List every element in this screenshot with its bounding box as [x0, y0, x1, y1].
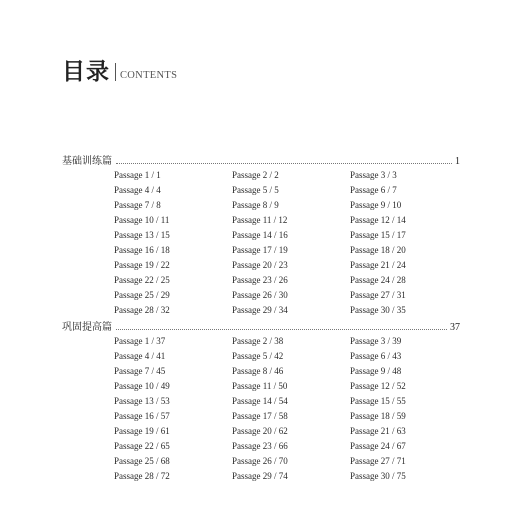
toc-entry[interactable]: Passage 11 / 50 [232, 381, 288, 391]
toc-entry[interactable]: Passage 4 / 41 [114, 351, 166, 361]
toc-entry[interactable]: Passage 2 / 38 [232, 336, 284, 346]
toc-entry[interactable]: Passage 2 / 2 [232, 170, 279, 180]
toc-section-basic [62, 152, 460, 318]
toc-entry[interactable]: Passage 15 / 55 [350, 396, 406, 406]
toc-entry[interactable]: Passage 11 / 12 [232, 215, 288, 225]
leader-dots [116, 329, 447, 330]
toc-entry[interactable]: Passage 16 / 18 [114, 245, 170, 255]
page-subtitle: CONTENTS [120, 70, 178, 81]
toc-entry[interactable]: Passage 30 / 35 [350, 305, 406, 315]
toc-entry[interactable]: Passage 25 / 29 [114, 290, 170, 300]
toc-entry[interactable]: Passage 21 / 63 [350, 426, 406, 436]
toc-entry[interactable]: Passage 8 / 9 [232, 200, 279, 210]
toc-entry[interactable]: Passage 13 / 15 [114, 230, 170, 240]
toc-entry[interactable]: Passage 12 / 14 [350, 215, 406, 225]
toc-entry[interactable]: Passage 14 / 54 [232, 396, 288, 406]
toc-entry[interactable]: Passage 23 / 26 [232, 275, 288, 285]
toc-entry[interactable]: Passage 28 / 72 [114, 471, 170, 481]
toc-entry[interactable]: Passage 27 / 31 [350, 290, 406, 300]
toc-entry[interactable]: Passage 30 / 75 [350, 471, 406, 481]
section-page-number: 1 [455, 156, 460, 167]
toc-entry[interactable]: Passage 19 / 22 [114, 260, 170, 270]
toc-entry[interactable]: Passage 25 / 68 [114, 456, 170, 466]
toc-entry[interactable]: Passage 10 / 11 [114, 215, 170, 225]
toc-entry[interactable]: Passage 20 / 62 [232, 426, 288, 436]
toc-entry[interactable]: Passage 9 / 48 [350, 366, 402, 376]
section-title: 基础训练篇 [62, 156, 112, 167]
section-title: 巩固提高篇 [62, 322, 112, 333]
toc-entry[interactable]: Passage 6 / 7 [350, 185, 397, 195]
section-page-number: 37 [450, 322, 460, 333]
toc-entry[interactable]: Passage 4 / 4 [114, 185, 161, 195]
toc-entry[interactable]: Passage 22 / 25 [114, 275, 170, 285]
toc-entry[interactable]: Passage 8 / 46 [232, 366, 284, 376]
section-heading[interactable] [62, 318, 460, 334]
toc-entry[interactable]: Passage 1 / 37 [114, 336, 166, 346]
toc-entry[interactable]: Passage 17 / 58 [232, 411, 288, 421]
toc-entry[interactable]: Passage 23 / 66 [232, 441, 288, 451]
toc-entry[interactable]: Passage 17 / 19 [232, 245, 288, 255]
toc-entry[interactable]: Passage 27 / 71 [350, 456, 406, 466]
section-heading[interactable] [62, 152, 460, 168]
toc-entry[interactable]: Passage 14 / 16 [232, 230, 288, 240]
toc-entry[interactable]: Passage 21 / 24 [350, 260, 406, 270]
toc-entry[interactable]: Passage 24 / 28 [350, 275, 406, 285]
toc-entry[interactable]: Passage 26 / 70 [232, 456, 288, 466]
toc-entry[interactable]: Passage 22 / 65 [114, 441, 170, 451]
toc-entry[interactable]: Passage 28 / 32 [114, 305, 170, 315]
toc-entry[interactable]: Passage 5 / 42 [232, 351, 284, 361]
toc-entry[interactable]: Passage 16 / 57 [114, 411, 170, 421]
toc-entry[interactable]: Passage 12 / 52 [350, 381, 406, 391]
title-divider [115, 63, 116, 81]
toc-section-advanced [62, 318, 460, 484]
toc-entry[interactable]: Passage 26 / 30 [232, 290, 288, 300]
toc-entry[interactable]: Passage 29 / 34 [232, 305, 288, 315]
toc-entry[interactable]: Passage 20 / 23 [232, 260, 288, 270]
passage-grid [114, 168, 460, 318]
toc-entry[interactable]: Passage 10 / 49 [114, 381, 170, 391]
toc-entry[interactable]: Passage 1 / 1 [114, 170, 161, 180]
toc-header [62, 60, 177, 84]
toc-entry[interactable]: Passage 3 / 39 [350, 336, 402, 346]
toc-entry[interactable]: Passage 15 / 17 [350, 230, 406, 240]
toc-entry[interactable]: Passage 7 / 8 [114, 200, 161, 210]
toc-entry[interactable]: Passage 13 / 53 [114, 396, 170, 406]
toc-entry[interactable]: Passage 3 / 3 [350, 170, 397, 180]
leader-dots [116, 163, 452, 164]
toc-entry[interactable]: Passage 5 / 5 [232, 185, 279, 195]
toc-entry[interactable]: Passage 7 / 45 [114, 366, 166, 376]
toc-entry[interactable]: Passage 18 / 59 [350, 411, 406, 421]
toc-entry[interactable]: Passage 9 / 10 [350, 200, 402, 210]
toc-entry[interactable]: Passage 19 / 61 [114, 426, 170, 436]
toc-entry[interactable]: Passage 6 / 43 [350, 351, 402, 361]
toc-entry[interactable]: Passage 24 / 67 [350, 441, 406, 451]
passage-grid [114, 334, 460, 484]
toc-entry[interactable]: Passage 29 / 74 [232, 471, 288, 481]
toc-entry[interactable]: Passage 18 / 20 [350, 245, 406, 255]
page-title: 目录 [62, 59, 110, 84]
